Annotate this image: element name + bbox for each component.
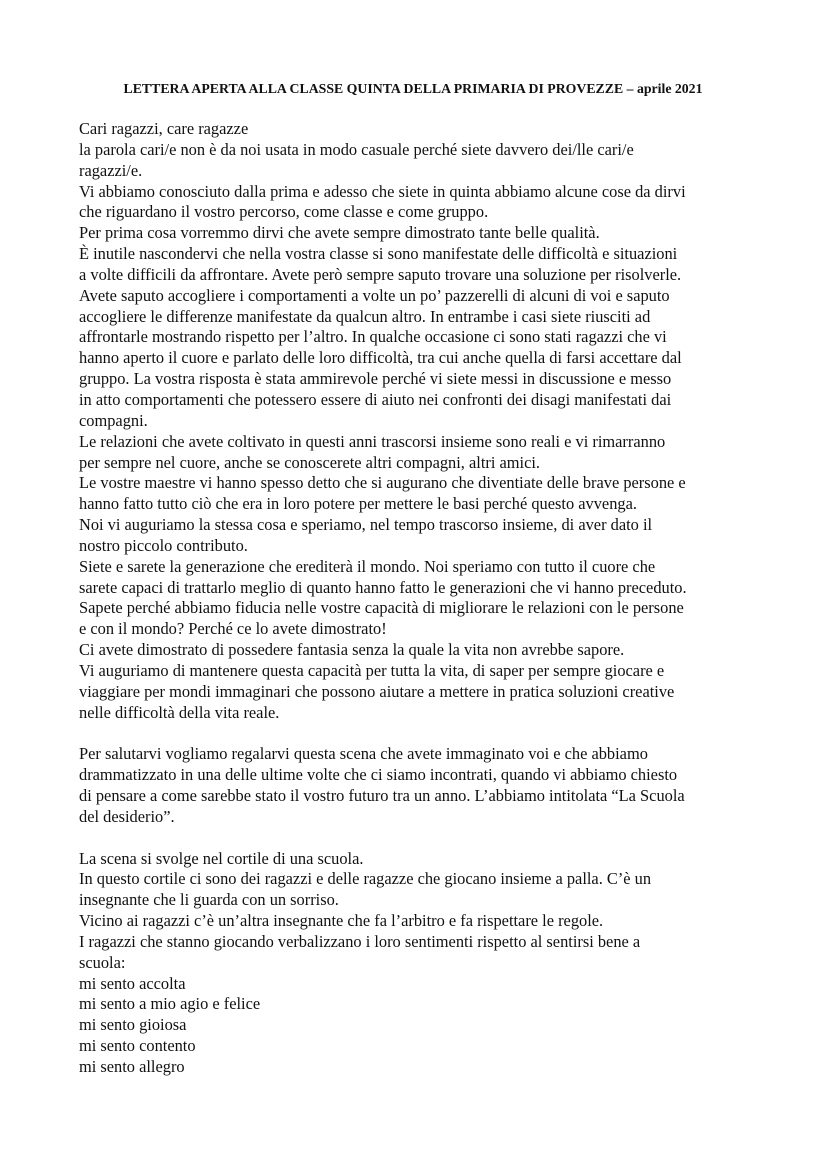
text-line: In questo cortile ci sono dei ragazzi e delle ragazze che giocano insieme a palla. C’è un — [79, 869, 652, 889]
text-line: Le relazioni che avete coltivato in questi anni trascorsi insieme sono reali e vi rimarranno — [79, 431, 666, 451]
text-line: compagni. — [79, 410, 148, 430]
text-line: gruppo. La vostra risposta è stata ammirevole perché vi siete messi in discussione e messo — [79, 369, 672, 389]
text-line: mi sento a mio agio e felice — [79, 994, 261, 1014]
text-line: Siete e sarete la generazione che erediterà il mondo. Noi speriamo con tutto il cuore che — [79, 556, 656, 576]
document-body — [79, 119, 759, 1078]
text-line: per sempre nel cuore, anche se conoscerete altri compagni, altri amici. — [79, 452, 541, 472]
text-line: accogliere le differenze manifestate da qualcun altro. In entrambe i casi siete riusciti ad — [79, 306, 651, 326]
text-line: sarete capaci di trattarlo meglio di quanto hanno fatto le generazioni che vi hanno preceduto. — [79, 577, 687, 597]
text-line: in atto comportamenti che potessero essere di aiuto nei confronti dei disagi manifestati dai — [79, 389, 672, 409]
text-line: nelle difficoltà della vita reale. — [79, 702, 280, 722]
text-line: la parola cari/e non è da noi usata in modo casuale perché siete davvero dei/lle cari/e — [79, 139, 634, 159]
text-line: Sapete perché abbiamo fiducia nelle vostre capacità di migliorare le relazioni con le persone — [79, 598, 684, 618]
text-line: Noi vi auguriamo la stessa cosa e speriamo, nel tempo trascorso insieme, di aver dato il — [79, 515, 653, 535]
text-line: del desiderio”. — [79, 806, 175, 826]
text-line: mi sento gioiosa — [79, 1015, 187, 1035]
blank-line — [79, 723, 759, 744]
text-line: Per salutarvi vogliamo regalarvi questa scena che avete immaginato voi e che abbiamo — [79, 744, 648, 764]
text-line: La scena si svolge nel cortile di una scuola. — [79, 848, 364, 868]
text-line: Vi abbiamo conosciuto dalla prima e adesso che siete in quinta abbiamo alcune cose da dirvi — [79, 181, 686, 201]
text-line: affrontarle mostrando rispetto per l’altro. In qualche occasione ci sono stati ragazzi che vi — [79, 327, 667, 347]
text-line: Cari ragazzi, care ragazze — [79, 119, 249, 138]
text-line: di pensare a come sarebbe stato il vostro futuro tra un anno. L’abbiamo intitolata “La Scuola — [79, 786, 685, 805]
text-line: insegnante che li guarda con un sorriso. — [79, 890, 339, 910]
text-line: drammatizzato in una delle ultime volte che ci siamo incontrati, quando vi abbiamo chiesto — [79, 765, 678, 785]
text-line: Vicino ai ragazzi c’è un’altra insegnante che fa l’arbitro e fa rispettare le regole. — [79, 911, 604, 931]
text-line: mi sento allegro — [79, 1056, 185, 1076]
text-line: mi sento contento — [79, 1036, 196, 1056]
text-line: Vi auguriamo di mantenere questa capacità per tutta la vita, di saper per sempre giocare e — [79, 660, 665, 680]
text-line: I ragazzi che stanno giocando verbalizzano i loro sentimenti rispetto al sentirsi bene a — [79, 931, 641, 951]
text-line: Ci avete dimostrato di possedere fantasia senza la quale la vita non avrebbe sapore. — [79, 640, 625, 660]
document-title: LETTERA APERTA ALLA CLASSE QUINTA DELLA PRIMARIA DI PROVEZZE – aprile 2021 — [123, 81, 703, 96]
text-line: mi sento accolta — [79, 973, 186, 993]
text-line: hanno aperto il cuore e parlato delle loro difficoltà, tra cui anche quella di farsi accettare dal — [79, 348, 682, 368]
text-line: hanno fatto tutto ciò che era in loro potere per mettere le basi perché questo avvenga. — [79, 494, 637, 514]
text-line: È inutile nascondervi che nella vostra classe si sono manifestate delle difficoltà e situazioni — [79, 244, 678, 264]
text-line: Avete saputo accogliere i comportamenti a volte un po’ pazzerelli di alcuni di voi e saputo — [79, 285, 670, 305]
text-line: Per prima cosa vorremmo dirvi che avete sempre dimostrato tante belle qualità. — [79, 223, 600, 243]
text-line: che riguardano il vostro percorso, come classe e come gruppo. — [79, 202, 489, 222]
text-line: a volte difficili da affrontare. Avete però sempre saputo trovare una soluzione per risolverle. — [79, 264, 682, 284]
text-line: viaggiare per mondi immaginari che possono aiutare a mettere in pratica soluzioni creative — [79, 681, 675, 701]
text-line: Le vostre maestre vi hanno spesso detto che si augurano che diventiate delle brave persone e — [79, 473, 686, 493]
text-line: e con il mondo? Perché ce lo avete dimostrato! — [79, 619, 387, 639]
text-line: nostro piccolo contributo. — [79, 535, 248, 555]
text-line: ragazzi/e. — [79, 160, 143, 180]
text-line: scuola: — [79, 952, 126, 972]
blank-line — [79, 828, 759, 849]
